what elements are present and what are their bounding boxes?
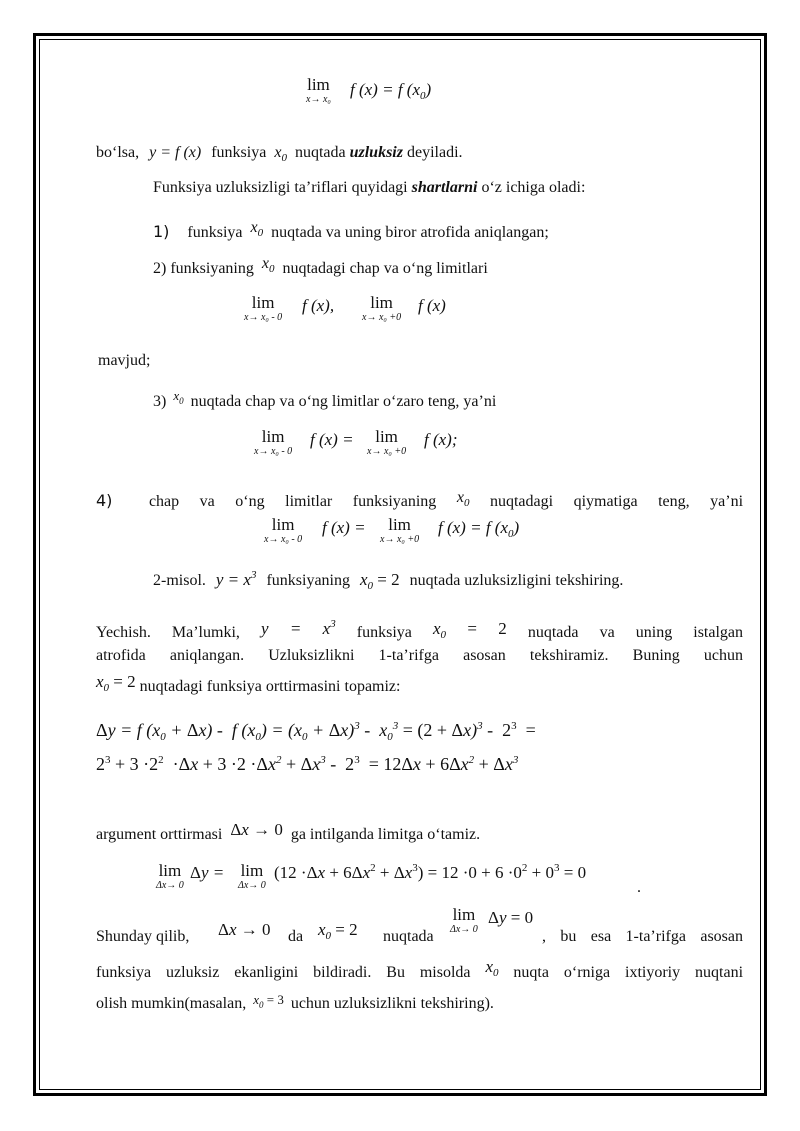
condition-4: 4) chap va o‘ng limitlar funksiyaning $x_0$ nuqtadagi qiymatiga teng, ya’ni	[96, 489, 744, 510]
limit-right-eq: lim x→ x₀ +0	[367, 427, 407, 457]
conclusion-a: Shunday qilib,	[96, 928, 190, 945]
condition-3: 3) $^{x_0}$ nuqtada chap va o‘ng limitlar o‘zaro teng, ya’ni	[153, 388, 497, 410]
example-2: 2-misol. $y = x^3$ funksiyaning $x_0 = 2$ nuqtada uzluksizligini tekshiring.	[153, 569, 624, 592]
solution-line-3: $x_0 = 2$ nuqtadagi funksiya orttirmasini topamiz:	[96, 672, 401, 695]
limit-increment-2: lim Δx→ 0	[238, 861, 266, 891]
conclusion-line-3: olish mumkin(masalan, $^{x_0 = 3}$ uchun uzluksizlikni tekshiring).	[96, 992, 494, 1012]
condition-2: 2) funksiyaning $x_0$ nuqtadagi chap va o‘ng limitlari	[153, 255, 488, 277]
limit-increment: lim Δx→ 0	[156, 861, 184, 891]
solution-line-2: atrofida aniqlangan. Uzluksizlikni 1-ta’rifga asosan tekshiramiz. Buning uchun	[96, 647, 743, 664]
para-conditions: Funksiya uzluksizligi ta’riflari quyidagi shartlarni o‘z ichiga oladi:	[153, 179, 586, 196]
argument-line: argument orttirmasi Δx → 0 ga intilganda limitga o‘tamiz.	[96, 820, 481, 843]
conclusion-line-2: funksiya uzluksiz ekanligini bildiradi. Bu misolda $x_0$ nuqta o‘rniga ixtiyoriy nuqtani	[96, 957, 744, 981]
para-definition: bo‘lsa, y = f (x) funksiya $x_0$ nuqtada uzluksiz deyiladi.	[96, 144, 463, 164]
increment-formula-2: $2^3 + 3 \cdot 2^2 \cdot\Delta x + 3 \cdot 2 \cdot\Delta x^2 + \Delta x^3 - 2^3 = 12\Delta x + 6\Delta x^2 + \Delta x^3$	[96, 754, 519, 774]
limit-left-eq: lim x→ x₀ - 0	[254, 427, 293, 457]
mavjud-text: mavjud;	[98, 352, 151, 369]
condition-1: 1) funksiya $x_0$ nuqtada va uning biror atrofida aniqlangan;	[153, 219, 549, 241]
limit-increment-formula: $(12 \cdot\Delta x + 6\Delta x^2 + \Delta x^3) = 12 \cdot 0 + 6 \cdot 0^2 + 0^3 = 0$	[274, 862, 587, 882]
limit-left: lim x→ x₀ - 0	[244, 293, 283, 323]
limit-cond4-left: lim x→ x₀ - 0	[264, 515, 303, 545]
limit-conclusion: lim Δx→ 0	[450, 905, 478, 935]
limit-right: lim x→ x₀ +0	[362, 293, 402, 323]
solution-line-1: Yechish. Ma’lumki, $y = x^3$ funksiya $x_0 = 2$ nuqtada va uning istalgan	[96, 618, 744, 641]
formula-top: f (x) = f $(x_0)$	[350, 80, 432, 102]
limit-top: lim x→ x₀	[306, 75, 331, 105]
increment-formula-1: Δy = f $(x_0 + \Delta x) - f$ $(x_0) = (x_0 + \Delta x)^3 - x_0^3 = (2 + \Delta x)^3 - 2^3$ =	[96, 720, 536, 743]
limit-cond4-right: lim x→ x₀ +0	[380, 515, 420, 545]
